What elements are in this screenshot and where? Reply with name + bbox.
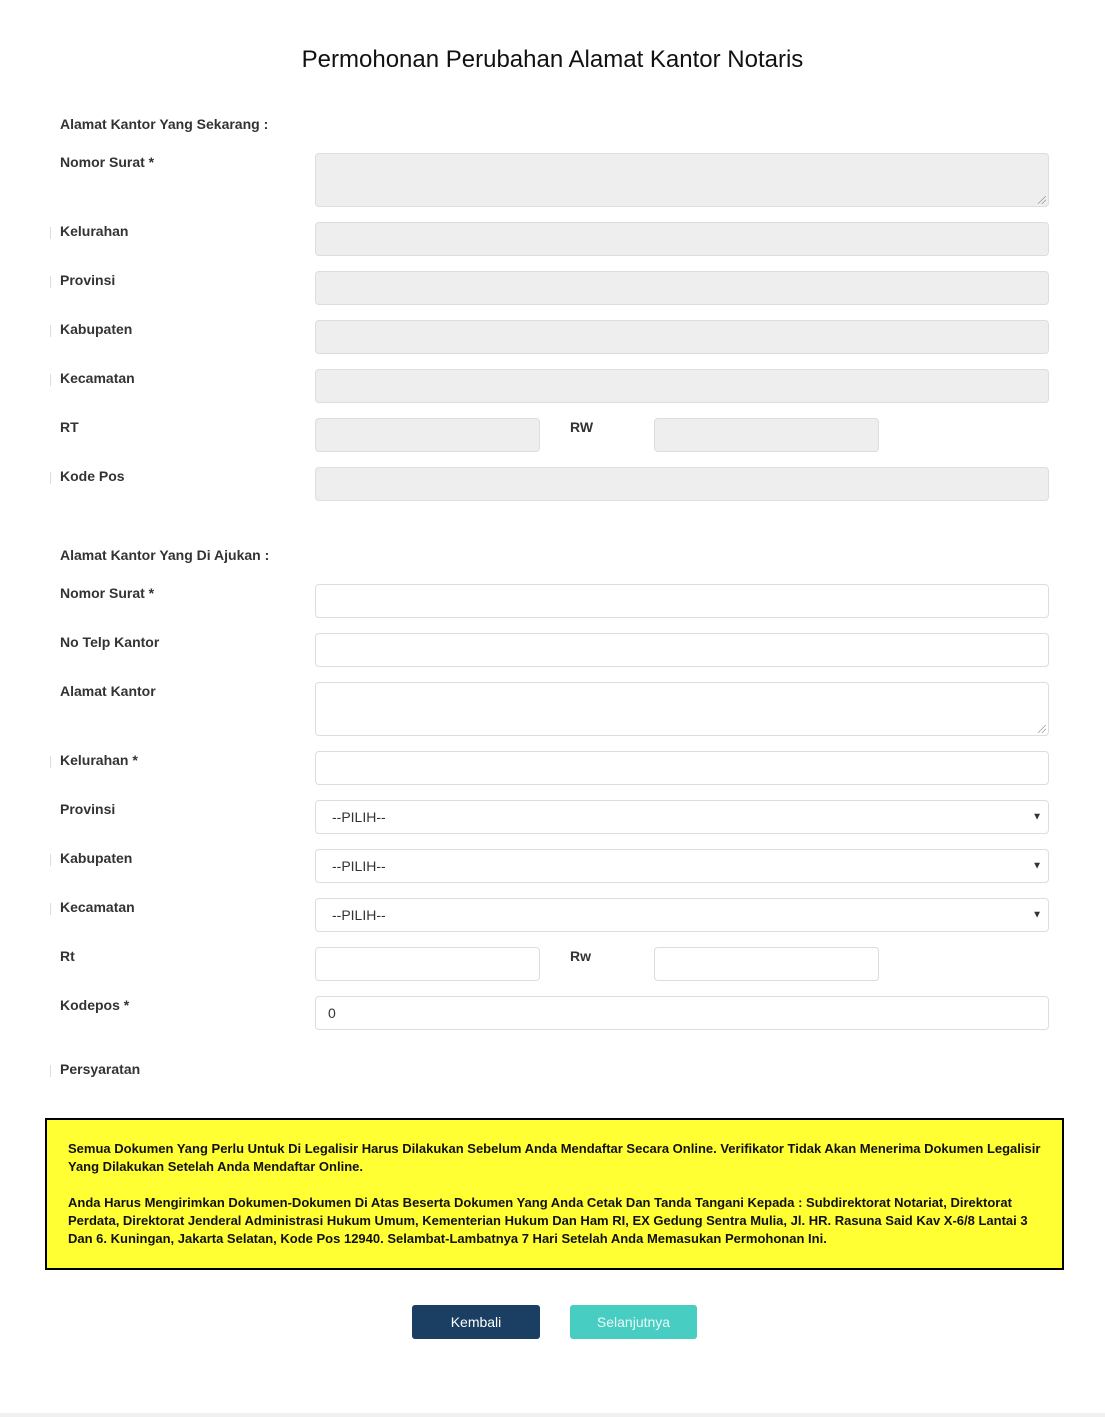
no-telp-kantor-label: No Telp Kantor bbox=[60, 634, 160, 650]
kabupaten-select[interactable] bbox=[315, 849, 1049, 883]
provinsi-select-value: --PILIH-- bbox=[332, 809, 386, 825]
kecamatan-select[interactable] bbox=[315, 898, 1049, 932]
proposed-nomor-surat-label: Nomor Surat * bbox=[60, 585, 155, 601]
current-provinsi-label: Provinsi bbox=[60, 272, 116, 288]
current-rt-label: RT bbox=[60, 419, 79, 435]
kecamatan-select-value: --PILIH-- bbox=[332, 907, 386, 923]
kabupaten-select-value: --PILIH-- bbox=[332, 858, 386, 874]
alamat-kantor-label: Alamat Kantor bbox=[60, 683, 156, 699]
proposed-rt-input[interactable] bbox=[315, 947, 540, 981]
current-rt-field bbox=[315, 418, 540, 452]
proposed-address-section-title: Alamat Kantor Yang Di Ajukan : bbox=[60, 547, 270, 563]
persyaratan-label: Persyaratan bbox=[60, 1061, 141, 1077]
bottom-divider bbox=[0, 1413, 1105, 1417]
no-telp-kantor-input[interactable] bbox=[315, 633, 1049, 667]
notice-paragraph-2: Anda Harus Mengirimkan Dokumen-Dokumen Di Atas Beserta Dokumen Yang Anda Cetak Dan Tanda Tangani Kepada : Subdirektorat Notariat, Direktorat Perdata, Direktorat Jenderal Administrasi Hukum Umum, Kementerian Hukum Dan Ham RI, EX Gedung Sentra Mulia, Jl. HR. Rasuna Said Kav X-6/8 Lantai 3 Dan 6. Kuningan, Jakarta Selatan, Kode Pos 12940. Selambat-Lambatnya 7 Hari Setelah Anda Memasukan Permohonan Ini. bbox=[68, 1195, 1028, 1246]
current-kode-pos-field bbox=[315, 467, 1049, 501]
current-kabupaten-field bbox=[315, 320, 1049, 354]
kodepos-input[interactable] bbox=[315, 996, 1049, 1030]
provinsi-select[interactable] bbox=[315, 800, 1049, 834]
proposed-rw-input[interactable] bbox=[654, 947, 879, 981]
proposed-nomor-surat-input[interactable] bbox=[315, 584, 1049, 618]
proposed-kabupaten-label: Kabupaten bbox=[60, 850, 133, 866]
current-kecamatan-field bbox=[315, 369, 1049, 403]
resize-handle-icon[interactable] bbox=[1038, 725, 1046, 733]
current-kabupaten-label: Kabupaten bbox=[60, 321, 133, 337]
alamat-kantor-textarea[interactable] bbox=[315, 682, 1049, 736]
next-button[interactable]: Selanjutnya bbox=[570, 1305, 697, 1339]
current-provinsi-field bbox=[315, 271, 1049, 305]
current-kode-pos-label: Kode Pos bbox=[60, 468, 125, 484]
current-kecamatan-label: Kecamatan bbox=[60, 370, 135, 386]
back-button[interactable]: Kembali bbox=[412, 1305, 540, 1339]
proposed-rt-label: Rt bbox=[60, 948, 75, 964]
current-nomor-surat-textarea bbox=[315, 153, 1049, 207]
page-title: Permohonan Perubahan Alamat Kantor Notaris bbox=[301, 46, 804, 73]
proposed-kecamatan-label: Kecamatan bbox=[60, 899, 135, 915]
notice-box bbox=[45, 1118, 1064, 1270]
dropdown-arrow-icon: ▼ bbox=[1032, 860, 1042, 872]
resize-handle-icon bbox=[1038, 196, 1046, 204]
proposed-kelurahan-label: Kelurahan * bbox=[60, 752, 138, 768]
proposed-kelurahan-input[interactable] bbox=[315, 751, 1049, 785]
kodepos-label: Kodepos * bbox=[60, 997, 130, 1013]
current-address-section-title: Alamat Kantor Yang Sekarang : bbox=[60, 116, 269, 132]
dropdown-arrow-icon: ▼ bbox=[1032, 811, 1042, 823]
current-rw-field bbox=[654, 418, 879, 452]
current-kelurahan-field bbox=[315, 222, 1049, 256]
kodepos-value: 0 bbox=[328, 1005, 336, 1021]
current-nomor-surat-label: Nomor Surat * bbox=[60, 154, 155, 170]
proposed-rw-label: Rw bbox=[570, 948, 591, 964]
dropdown-arrow-icon: ▼ bbox=[1032, 909, 1042, 921]
current-rw-label: RW bbox=[570, 419, 594, 435]
current-kelurahan-label: Kelurahan bbox=[60, 223, 129, 239]
proposed-provinsi-label: Provinsi bbox=[60, 801, 116, 817]
notice-paragraph-1: Semua Dokumen Yang Perlu Untuk Di Legalisir Harus Dilakukan Sebelum Anda Mendaftar Secara Online. Verifikator Tidak Akan Menerima Dokumen Legalisir Yang Dilakukan Setelah Anda Mendaftar Online. bbox=[68, 1141, 1041, 1174]
